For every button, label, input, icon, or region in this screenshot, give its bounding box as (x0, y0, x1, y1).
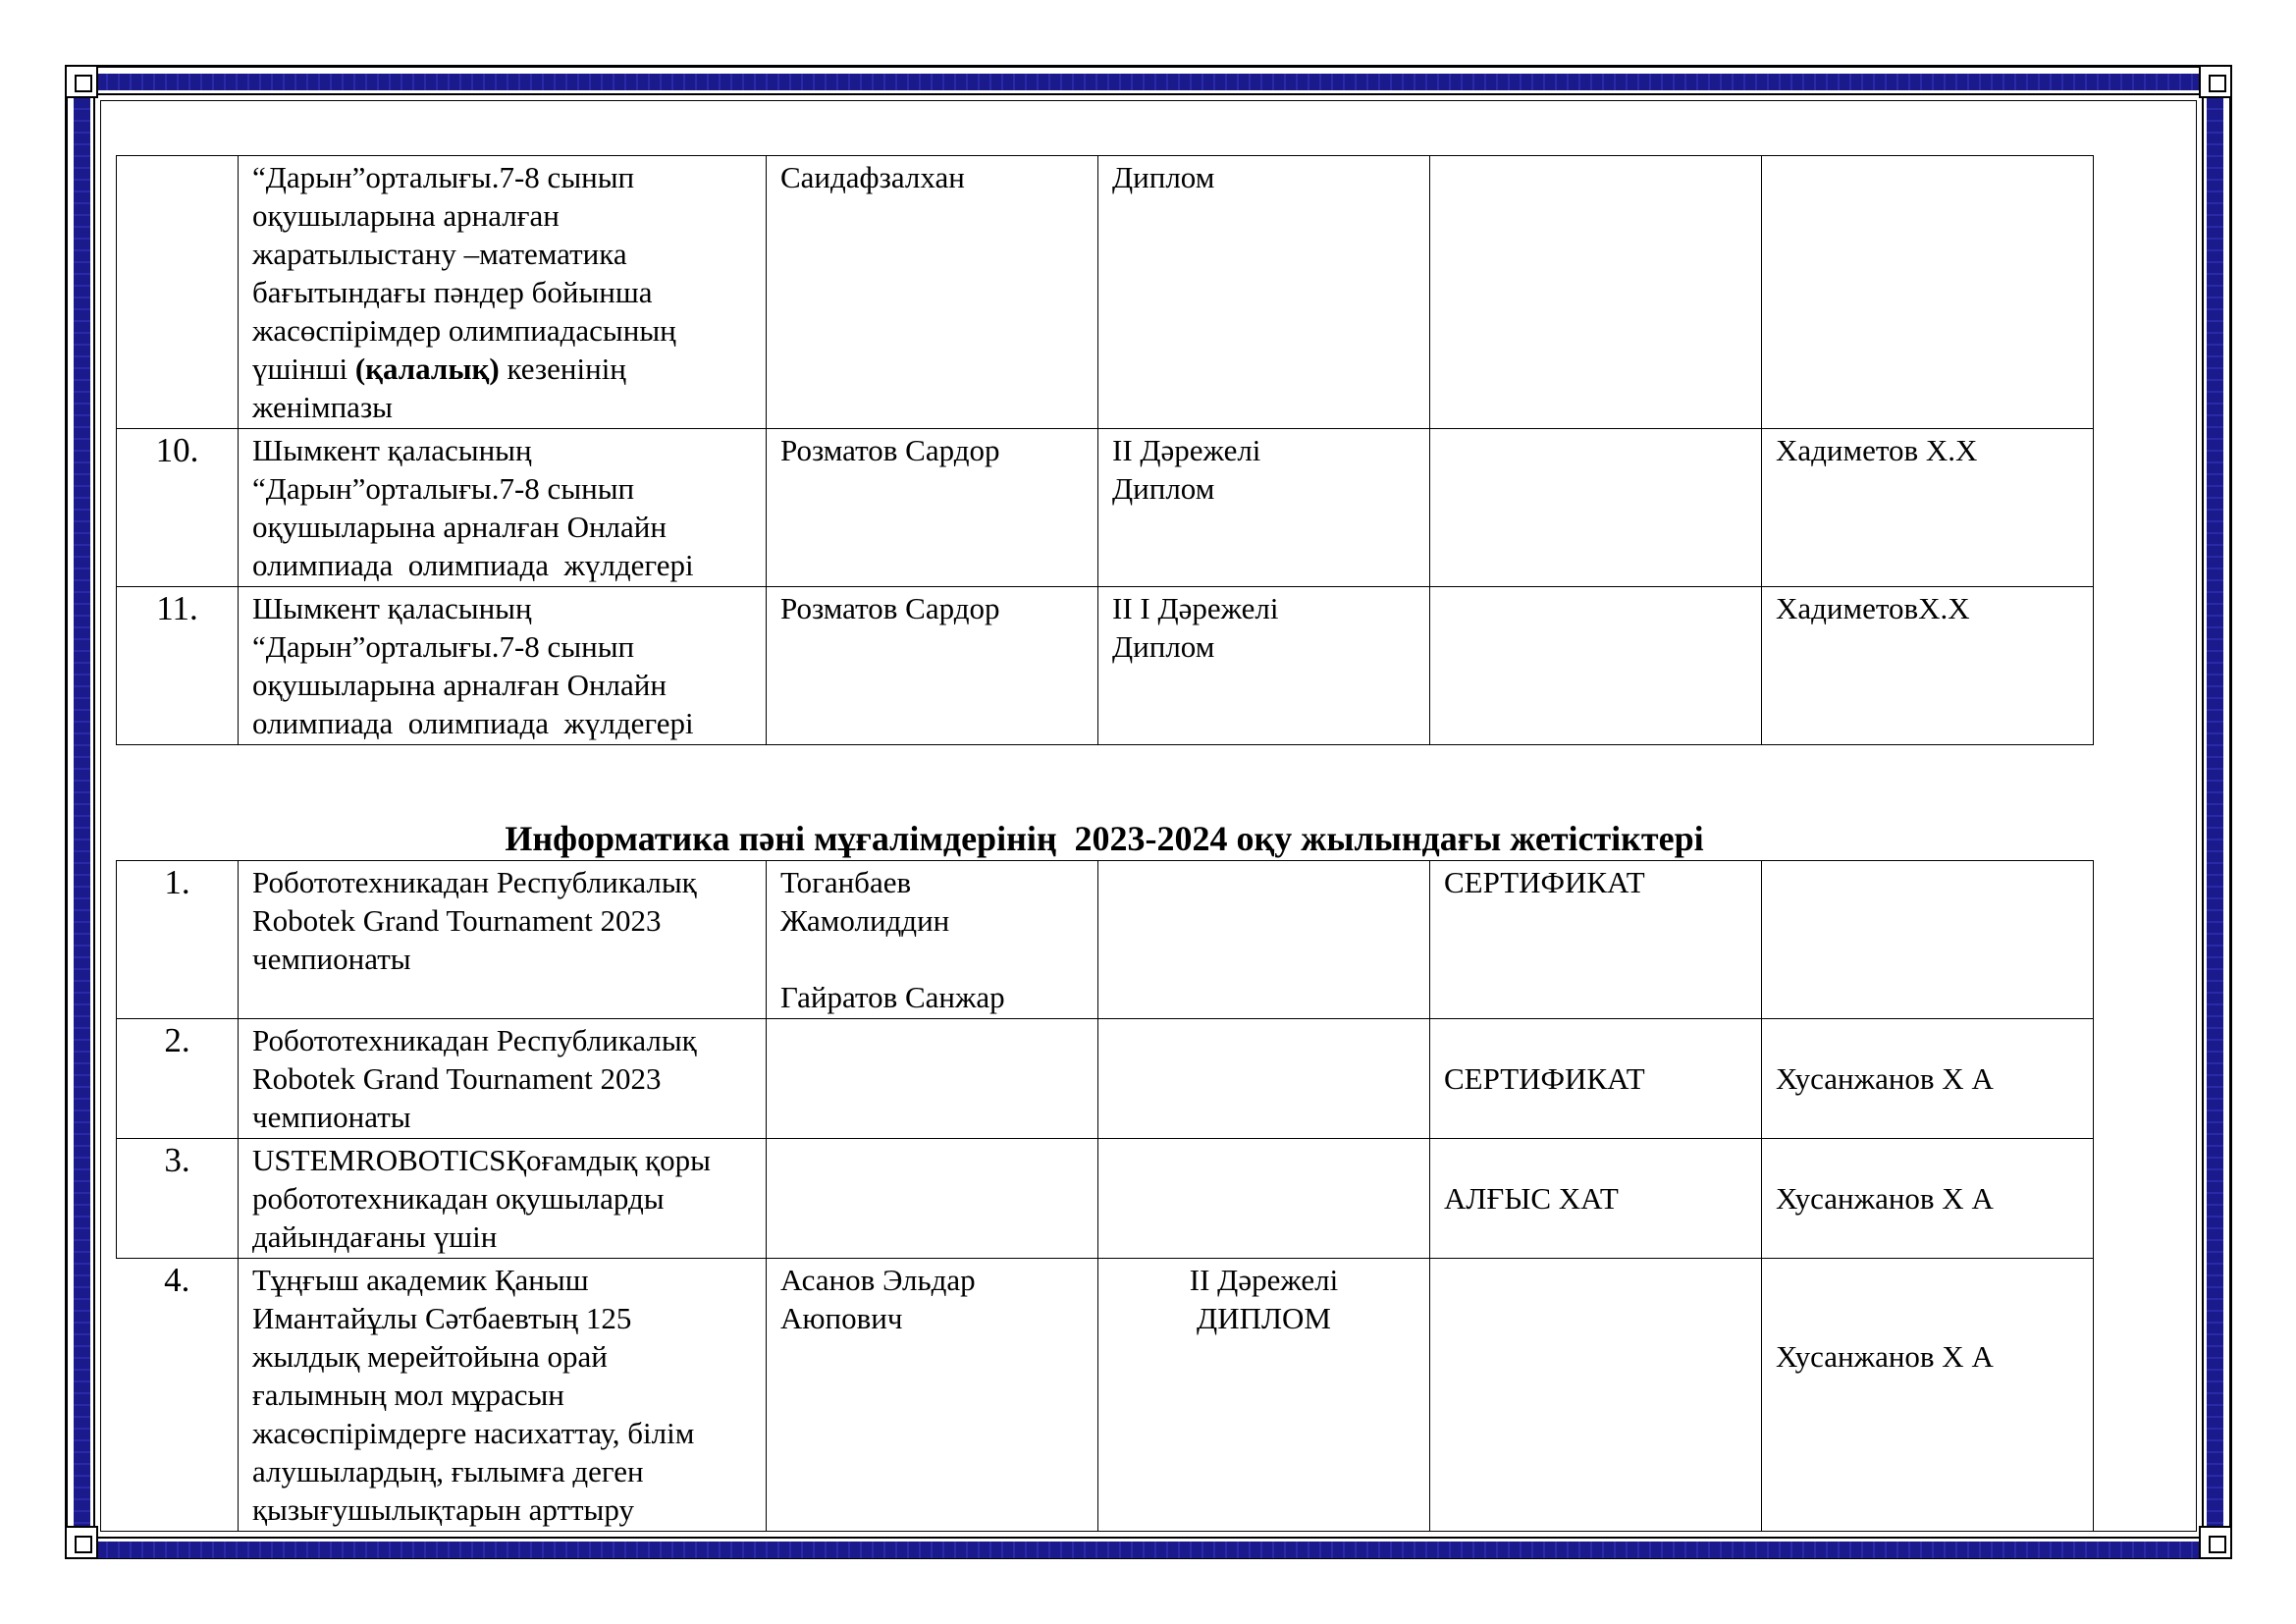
event-line: жылдық мерейтойына орай (252, 1339, 608, 1374)
event-line: Тұңғыш академик Қаныш (252, 1263, 589, 1297)
teacher-cell (1762, 1139, 2094, 1259)
achievements-table-continued (116, 155, 2094, 745)
event-cell (239, 1019, 767, 1139)
award-line: II Дәрежелі (1189, 1263, 1339, 1297)
event-line: жасөспірімдер олимпиадасының (252, 313, 676, 348)
student-line: Аюпович (780, 1301, 903, 1335)
event-line: үшінші (252, 352, 355, 386)
event-cell (239, 861, 767, 1019)
award-line: II Дәрежелі (1112, 433, 1261, 467)
event-line: “Дарын”орталығы.7-8 сынып (252, 160, 635, 194)
event-line: Имантайұлы Сәтбаевтың 125 (252, 1301, 632, 1335)
certificate-cell (1430, 156, 1762, 429)
teacher-cell: Хадиметов Х.Х (1762, 429, 2094, 587)
teacher-cell: ХадиметовХ.Х (1762, 587, 2094, 745)
row-number: 4. (117, 1259, 239, 1532)
award-cell (1098, 587, 1430, 745)
event-line: жаратылыстану –математика (252, 237, 627, 271)
event-line: Robotek Grand Tournament 2023 (252, 903, 662, 938)
event-line: қызығушылықтарын арттыру (252, 1492, 634, 1527)
certificate-cell (1430, 1019, 1762, 1139)
event-line: Робототехникадан Республикалық (252, 1023, 697, 1057)
table-row (117, 587, 2094, 745)
border-corner-ornament (2199, 65, 2232, 98)
event-line: ғалымның мол мұрасын (252, 1378, 564, 1412)
student-cell (767, 1259, 1098, 1532)
award-line: II I Дәрежелі (1112, 591, 1279, 625)
student-cell: Розматов Сардор (767, 429, 1098, 587)
table-row (117, 1259, 2094, 1532)
event-line: оқушыларына арналған Онлайн (252, 510, 667, 544)
event-line: кезенінің (499, 352, 626, 386)
certificate-cell: СЕРТИФИКАТ (1430, 861, 1762, 1019)
event-line: Robotek Grand Tournament 2023 (252, 1061, 662, 1096)
event-cell (239, 1259, 767, 1532)
border-corner-ornament (65, 65, 98, 98)
certificate-cell (1430, 429, 1762, 587)
event-cell (239, 587, 767, 745)
border-corner-ornament (2199, 1526, 2232, 1559)
event-bold-text: (қалалық) (354, 352, 500, 386)
table-row (117, 1019, 2094, 1139)
event-line: бағытындағы пәндер бойынша (252, 275, 653, 309)
page-border-band-left (74, 75, 90, 1557)
award-cell (1098, 861, 1430, 1019)
student-line: Тоганбаев (780, 865, 912, 899)
event-line: Шымкент қаласының (252, 433, 532, 467)
event-cell (239, 156, 767, 429)
event-line: оқушыларына арналған Онлайн (252, 668, 667, 702)
award-cell (1098, 429, 1430, 587)
event-cell (239, 1139, 767, 1259)
certificate-cell (1430, 1259, 1762, 1532)
teacher-name: Хусанжанов Х А (1776, 1181, 1994, 1216)
table-row (117, 1139, 2094, 1259)
certificate-cell (1430, 1139, 1762, 1259)
student-line: Жамолиддин (780, 903, 950, 938)
student-cell: Розматов Сардор (767, 587, 1098, 745)
student-line: Асанов Эльдар (780, 1263, 976, 1297)
event-line: USTEMROBOTICSҚоғамдық қоры (252, 1143, 711, 1177)
award-line: Диплом (1112, 471, 1215, 506)
student-line: Гайратов Санжар (780, 980, 1005, 1014)
teacher-name: Хусанжанов Х А (1776, 1339, 1994, 1374)
student-cell (767, 1019, 1098, 1139)
event-line: олимпиада олимпиада жүлдегері (252, 706, 694, 740)
student-cell (767, 861, 1098, 1019)
event-line: чемпионаты (252, 942, 411, 976)
award-line: Диплом (1112, 629, 1215, 664)
row-number: 3. (117, 1139, 239, 1259)
event-line: “Дарын”орталығы.7-8 сынып (252, 471, 635, 506)
event-line: женімпазы (252, 390, 394, 424)
certificate-cell (1430, 587, 1762, 745)
student-cell: Саидафзалхан (767, 156, 1098, 429)
row-number: 11. (117, 587, 239, 745)
row-number (117, 156, 239, 429)
table-row (117, 156, 2094, 429)
teacher-cell (1762, 1259, 2094, 1532)
row-number: 10. (117, 429, 239, 587)
award-cell (1098, 1259, 1430, 1532)
row-number: 2. (117, 1019, 239, 1139)
section-title: Информатика пәні мұғалімдерінің 2023-2024 оқу жылындағы жетістіктері (505, 819, 1704, 858)
event-line: чемпионаты (252, 1100, 411, 1134)
page-border-band-bottom (84, 1542, 2212, 1558)
event-line: “Дарын”орталығы.7-8 сынып (252, 629, 635, 664)
row-number: 1. (117, 861, 239, 1019)
student-cell (767, 1139, 1098, 1259)
certificate-text: СЕРТИФИКАТ (1444, 1061, 1645, 1096)
table-row (117, 861, 2094, 1019)
page-border-band-top (84, 74, 2212, 90)
award-cell: Диплом (1098, 156, 1430, 429)
event-line: робототехникадан оқушыларды (252, 1181, 665, 1216)
award-line: ДИПЛОМ (1197, 1301, 1331, 1335)
event-line: Шымкент қаласының (252, 591, 532, 625)
border-corner-ornament (65, 1526, 98, 1559)
teacher-name: Хусанжанов Х А (1776, 1061, 1994, 1096)
page-border-band-right (2207, 75, 2223, 1557)
event-line: алушылардың, ғылымға деген (252, 1454, 644, 1489)
event-line: жасөспірімдерге насихаттау, білім (252, 1416, 695, 1450)
event-cell (239, 429, 767, 587)
event-line: Робототехникадан Республикалық (252, 865, 697, 899)
informatics-achievements-table (116, 860, 2094, 1531)
event-line: оқушыларына арналған (252, 198, 560, 233)
teacher-cell (1762, 156, 2094, 429)
teacher-cell (1762, 1019, 2094, 1139)
teacher-cell (1762, 861, 2094, 1019)
event-line: дайындағаны үшін (252, 1219, 498, 1254)
table-row (117, 429, 2094, 587)
award-cell (1098, 1139, 1430, 1259)
event-line: олимпиада олимпиада жүлдегері (252, 548, 694, 582)
certificate-text: АЛҒЫС ХАТ (1444, 1181, 1619, 1216)
award-cell (1098, 1019, 1430, 1139)
